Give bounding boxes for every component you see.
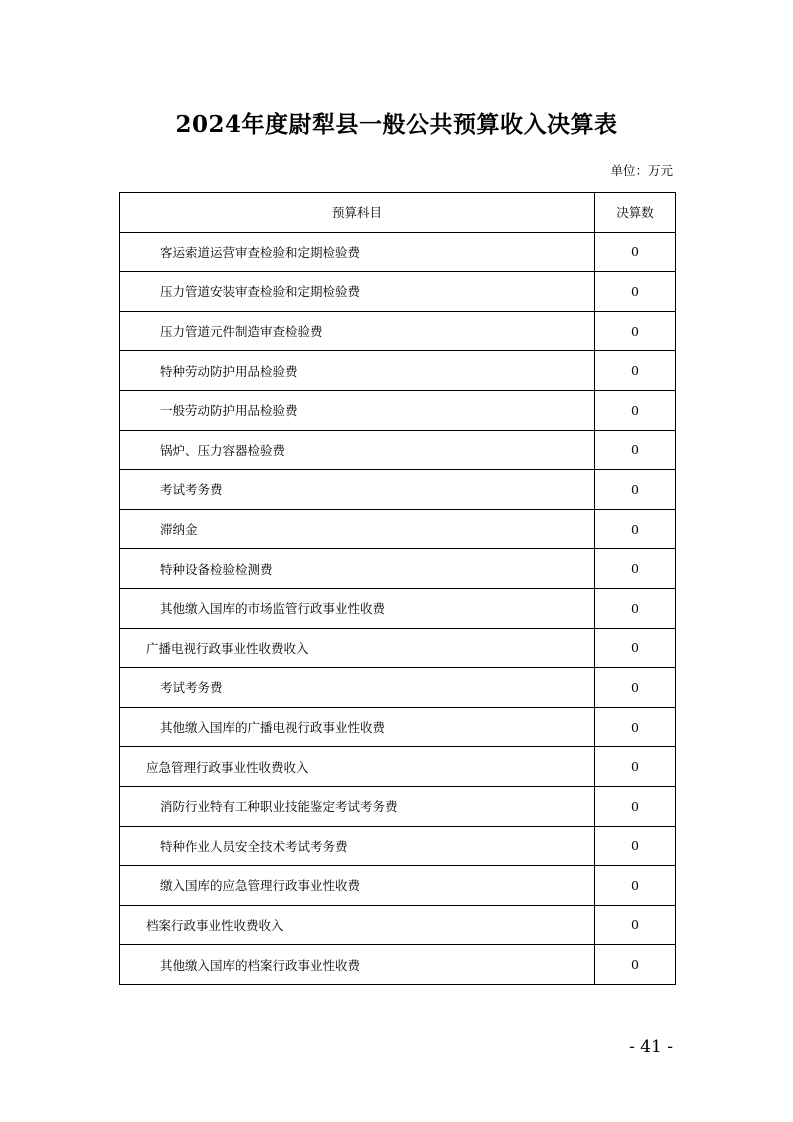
- row-amount-cell: 0: [595, 707, 676, 747]
- table-header-row: [120, 193, 676, 233]
- page-title: 2024年度尉犁县一般公共预算收入决算表: [175, 111, 618, 138]
- row-subject-cell: 压力管道元件制造审查检验费: [120, 311, 595, 351]
- row-amount-cell: 0: [595, 549, 676, 589]
- table-row: [120, 390, 676, 430]
- row-subject-cell: 应急管理行政事业性收费收入: [120, 747, 595, 787]
- row-subject-cell: 其他缴入国库的档案行政事业性收费: [120, 945, 595, 985]
- budget-table: [119, 192, 676, 985]
- table-row: [120, 470, 676, 510]
- row-amount-cell: 0: [595, 351, 676, 391]
- table-row: [120, 866, 676, 906]
- table-row: [120, 628, 676, 668]
- row-subject-cell: 滞纳金: [120, 509, 595, 549]
- row-subject-cell: 特种设备检验检测费: [120, 549, 595, 589]
- table-row: [120, 232, 676, 272]
- row-amount-cell: 0: [595, 826, 676, 866]
- row-subject-cell: 其他缴入国库的市场监管行政事业性收费: [120, 588, 595, 628]
- row-amount-cell: 0: [595, 747, 676, 787]
- table-row: [120, 905, 676, 945]
- table-row: [120, 311, 676, 351]
- table-row: [120, 826, 676, 866]
- row-subject-cell: 消防行业特有工种职业技能鉴定考试考务费: [120, 786, 595, 826]
- row-amount-cell: 0: [595, 390, 676, 430]
- page-number: - 41 -: [629, 1037, 673, 1057]
- table-row: [120, 707, 676, 747]
- table-row: [120, 786, 676, 826]
- table-row: [120, 945, 676, 985]
- row-amount-cell: 0: [595, 628, 676, 668]
- header-budget-subject: 预算科目: [120, 193, 595, 233]
- row-amount-cell: 0: [595, 668, 676, 708]
- row-subject-cell: 压力管道安装审查检验和定期检验费: [120, 272, 595, 312]
- header-final-amount: 决算数: [595, 193, 676, 233]
- row-subject-cell: 其他缴入国库的广播电视行政事业性收费: [120, 707, 595, 747]
- row-amount-cell: 0: [595, 905, 676, 945]
- row-amount-cell: 0: [595, 786, 676, 826]
- table-row: [120, 509, 676, 549]
- row-subject-cell: 广播电视行政事业性收费收入: [120, 628, 595, 668]
- row-subject-cell: 特种劳动防护用品检验费: [120, 351, 595, 391]
- row-subject-cell: 档案行政事业性收费收入: [120, 905, 595, 945]
- row-amount-cell: 0: [595, 509, 676, 549]
- row-subject-cell: 一般劳动防护用品检验费: [120, 390, 595, 430]
- row-subject-cell: 特种作业人员安全技术考试考务费: [120, 826, 595, 866]
- row-subject-cell: 锅炉、压力容器检验费: [120, 430, 595, 470]
- row-subject-cell: 考试考务费: [120, 470, 595, 510]
- row-subject-cell: 缴入国库的应急管理行政事业性收费: [120, 866, 595, 906]
- unit-label: 单位：万元: [610, 163, 673, 178]
- table-row: [120, 668, 676, 708]
- table-row: [120, 549, 676, 589]
- row-amount-cell: 0: [595, 866, 676, 906]
- table-row: [120, 588, 676, 628]
- row-amount-cell: 0: [595, 470, 676, 510]
- table-row: [120, 351, 676, 391]
- row-subject-cell: 考试考务费: [120, 668, 595, 708]
- table-row: [120, 430, 676, 470]
- table-row: [120, 747, 676, 787]
- row-amount-cell: 0: [595, 430, 676, 470]
- row-amount-cell: 0: [595, 232, 676, 272]
- row-amount-cell: 0: [595, 272, 676, 312]
- row-amount-cell: 0: [595, 311, 676, 351]
- row-subject-cell: 客运索道运营审查检验和定期检验费: [120, 232, 595, 272]
- row-amount-cell: 0: [595, 945, 676, 985]
- table-row: [120, 272, 676, 312]
- row-amount-cell: 0: [595, 588, 676, 628]
